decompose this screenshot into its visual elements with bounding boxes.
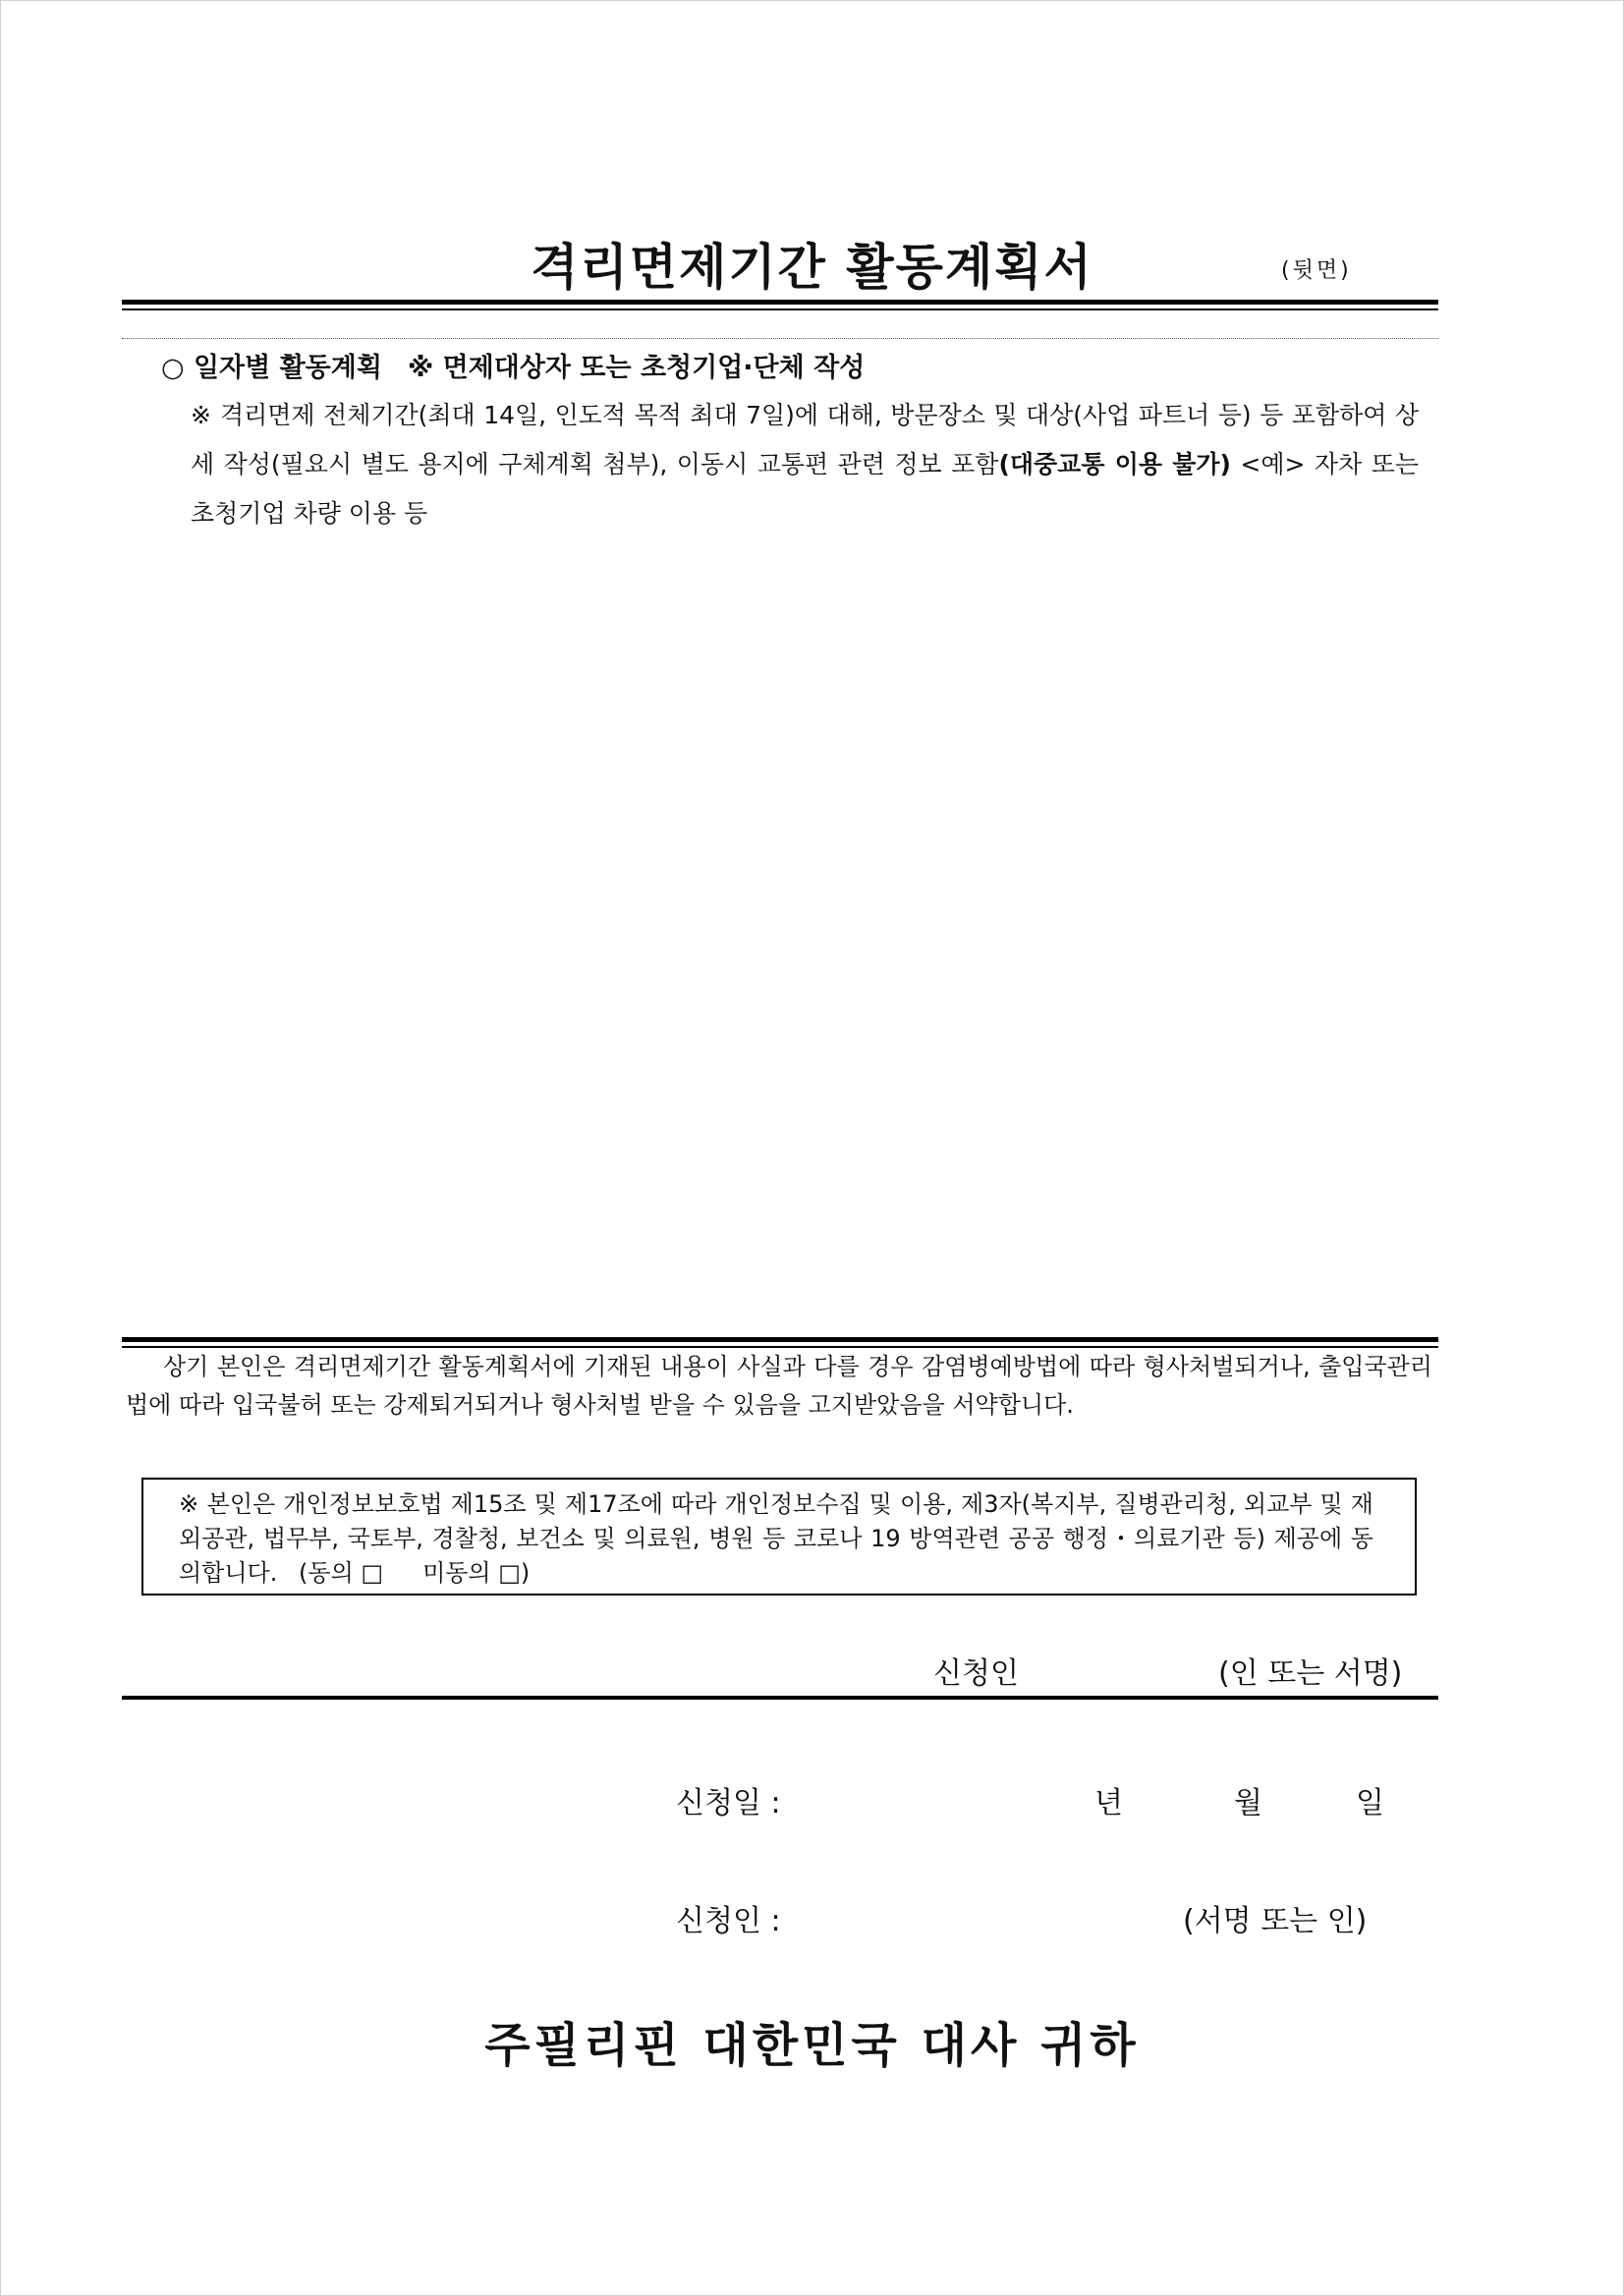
instructions-text: ※ 격리면제 전체기간(최대 14일, 인도적 목적 최대 7일)에 대해, 방문장소 및 대상(사업 파트너 등) 등 포함하여 상세 작성(필요시 별도 용지에 구체계획 첨부), 이동시 교통편 관련 정보 포함 [191,401,1419,478]
date-month: 월 [1234,1786,1262,1820]
document-title: 격리면제기간 활동계획서 [531,239,1093,296]
applicant-sign-1: (인 또는 서명) [1218,1656,1403,1691]
date-day: 일 [1356,1786,1384,1820]
section-heading [161,346,865,384]
applicant-rule [122,1696,1438,1700]
date-year: 년 [1094,1786,1123,1820]
date-label: 신청일 : [676,1786,781,1820]
section-divider [122,338,1438,339]
applicant-label-1: 신청인 [933,1656,1019,1691]
consent-text [179,1487,1373,1591]
instructions [191,391,1419,538]
instructions-example: <예> 자차 또는 초청기업 차량 이용 등 [191,450,1419,528]
declaration-rule-thick [122,1337,1438,1342]
applicant-sign-2: (서명 또는 인) [1183,1904,1368,1938]
title-rule-thin [122,308,1438,310]
side-label: (뒷면) [1281,258,1352,283]
applicant-label-2: 신청인 : [676,1904,781,1938]
title-rule-thick [122,300,1438,305]
consent-disagree[interactable]: 미동의 □) [422,1559,531,1587]
declaration-text: 상기 본인은 격리면제기간 활동계획서에 기재된 내용이 사실과 다를 경우 감염병예방법에 따라 형사처벌되거나, 출입국관리법에 따라 입국불허 또는 강제퇴거되거나 형사처벌 받을 수 있음을 고지받았음을 서약합니다. [126,1353,1432,1419]
section-heading-text: ○ 일자별 활동계획 [161,353,382,383]
instructions-bold: (대중교통 이용 불가) [998,450,1231,478]
consent-agree[interactable]: (동의 □ [299,1559,384,1587]
recipient: 주필리핀 대한민국 대사 귀하 [484,2018,1140,2073]
section-note: ※ 면제대상자 또는 초청기업·단체 작성 [407,353,866,383]
consent-statement: ※ 본인은 개인정보보호법 제15조 및 제17조에 따라 개인정보수집 및 이용, 제3자(복지부, 질병관리청, 외교부 및 재외공관, 법무부, 국토부, 경찰청, 보건소 및 의료원, 병원 등 코로나 19 방역관련 공공 행정・의료기관 등) 제공에 동의합니다. [179,1490,1373,1587]
consent-box [141,1478,1417,1596]
